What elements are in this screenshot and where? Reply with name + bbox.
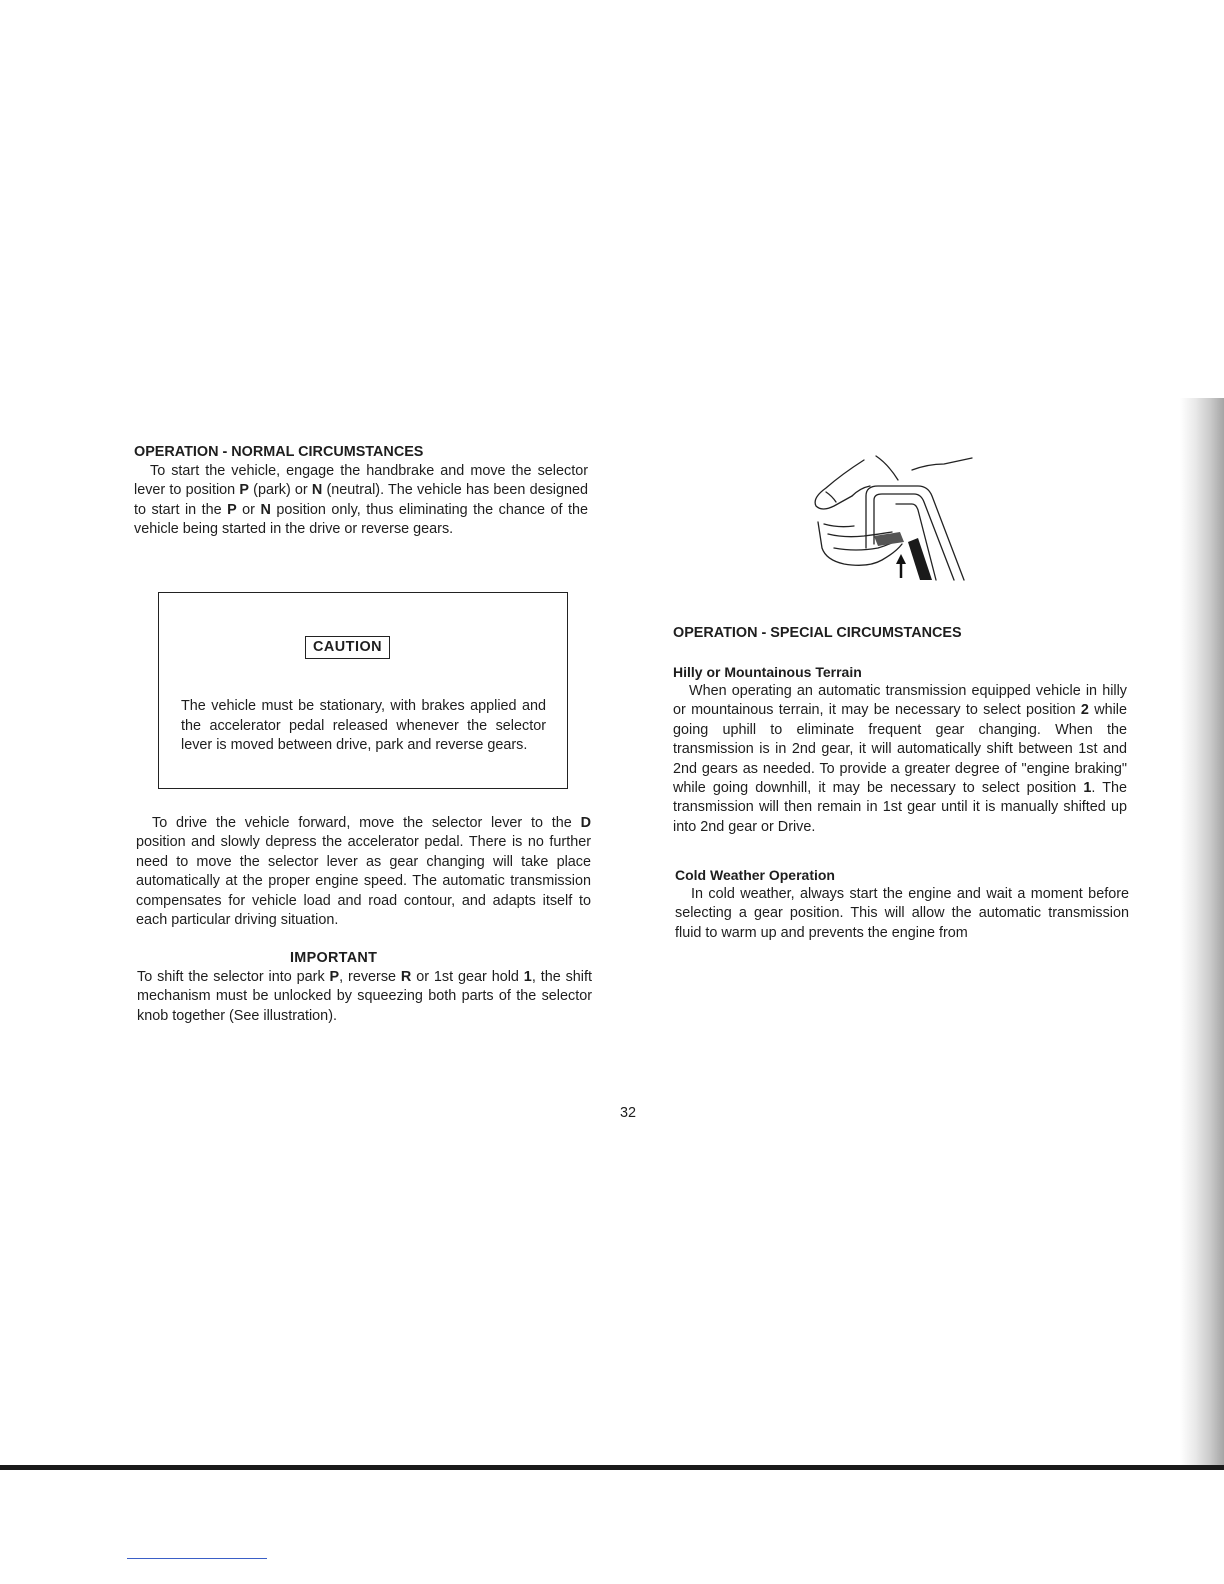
caution-label: CAUTION — [305, 636, 390, 659]
special-circumstances-heading: OPERATION - SPECIAL CIRCUMSTANCES — [673, 625, 962, 641]
blue-underline-mark — [127, 1558, 267, 1559]
page-number: 32 — [620, 1105, 637, 1121]
normal-circumstances-heading: OPERATION - NORMAL CIRCUMSTANCES — [134, 444, 424, 460]
cold-weather-paragraph: In cold weather, always start the engine and wait a moment before selecting a gear position. This will allow the automatic transmission fluid to warm up and prevents the engine from — [675, 886, 1129, 941]
start-vehicle-paragraph: To start the vehicle, engage the handbrake and move the selector lever to position P (park) or N (neutral). The vehicle has been designed to start in the P or N position only, thus eliminating the chance of the vehicle being started in the drive or reverse gears. — [134, 463, 588, 538]
hand-squeezing-selector-knob-icon — [804, 452, 979, 584]
caution-box — [158, 592, 568, 789]
hilly-terrain-heading: Hilly or Mountainous Terrain — [673, 664, 862, 680]
cold-weather-heading: Cold Weather Operation — [675, 867, 835, 883]
caution-text: The vehicle must be stationary, with brakes applied and the accelerator pedal released whenever the selector lever is moved between drive, park and reverse gears. — [181, 698, 546, 754]
important-heading: IMPORTANT — [290, 950, 378, 966]
bottom-rule — [0, 1465, 1224, 1470]
page-edge-shadow — [1180, 398, 1224, 1470]
drive-forward-paragraph: To drive the vehicle forward, move the selector lever to the D position and slowly depress the accelerator pedal. There is no further need to move the selector lever as gear changing will take place automatically at the proper engine speed. The automatic transmission compensates for vehicle load and road contour, and adapts itself to each particular driving situation. — [136, 815, 591, 929]
important-paragraph: To shift the selector into park P, reverse R or 1st gear hold 1, the shift mechanism must be unlocked by squeezing both parts of the selector knob together (See illustration). — [137, 969, 592, 1024]
hilly-terrain-paragraph: When operating an automatic transmission equipped vehicle in hilly or mountainous terrain, it may be necessary to select position 2 while going uphill to eliminate frequent gear changing. When the transmission is in 2nd gear, it will automatically shift between 1st and 2nd gears as needed. To provide a greater degree of "engine braking" while going downhill, it may be necessary to select position 1. The transmission will then remain in 1st gear until it is manually shifted up into 2nd gear or Drive. — [673, 683, 1128, 835]
